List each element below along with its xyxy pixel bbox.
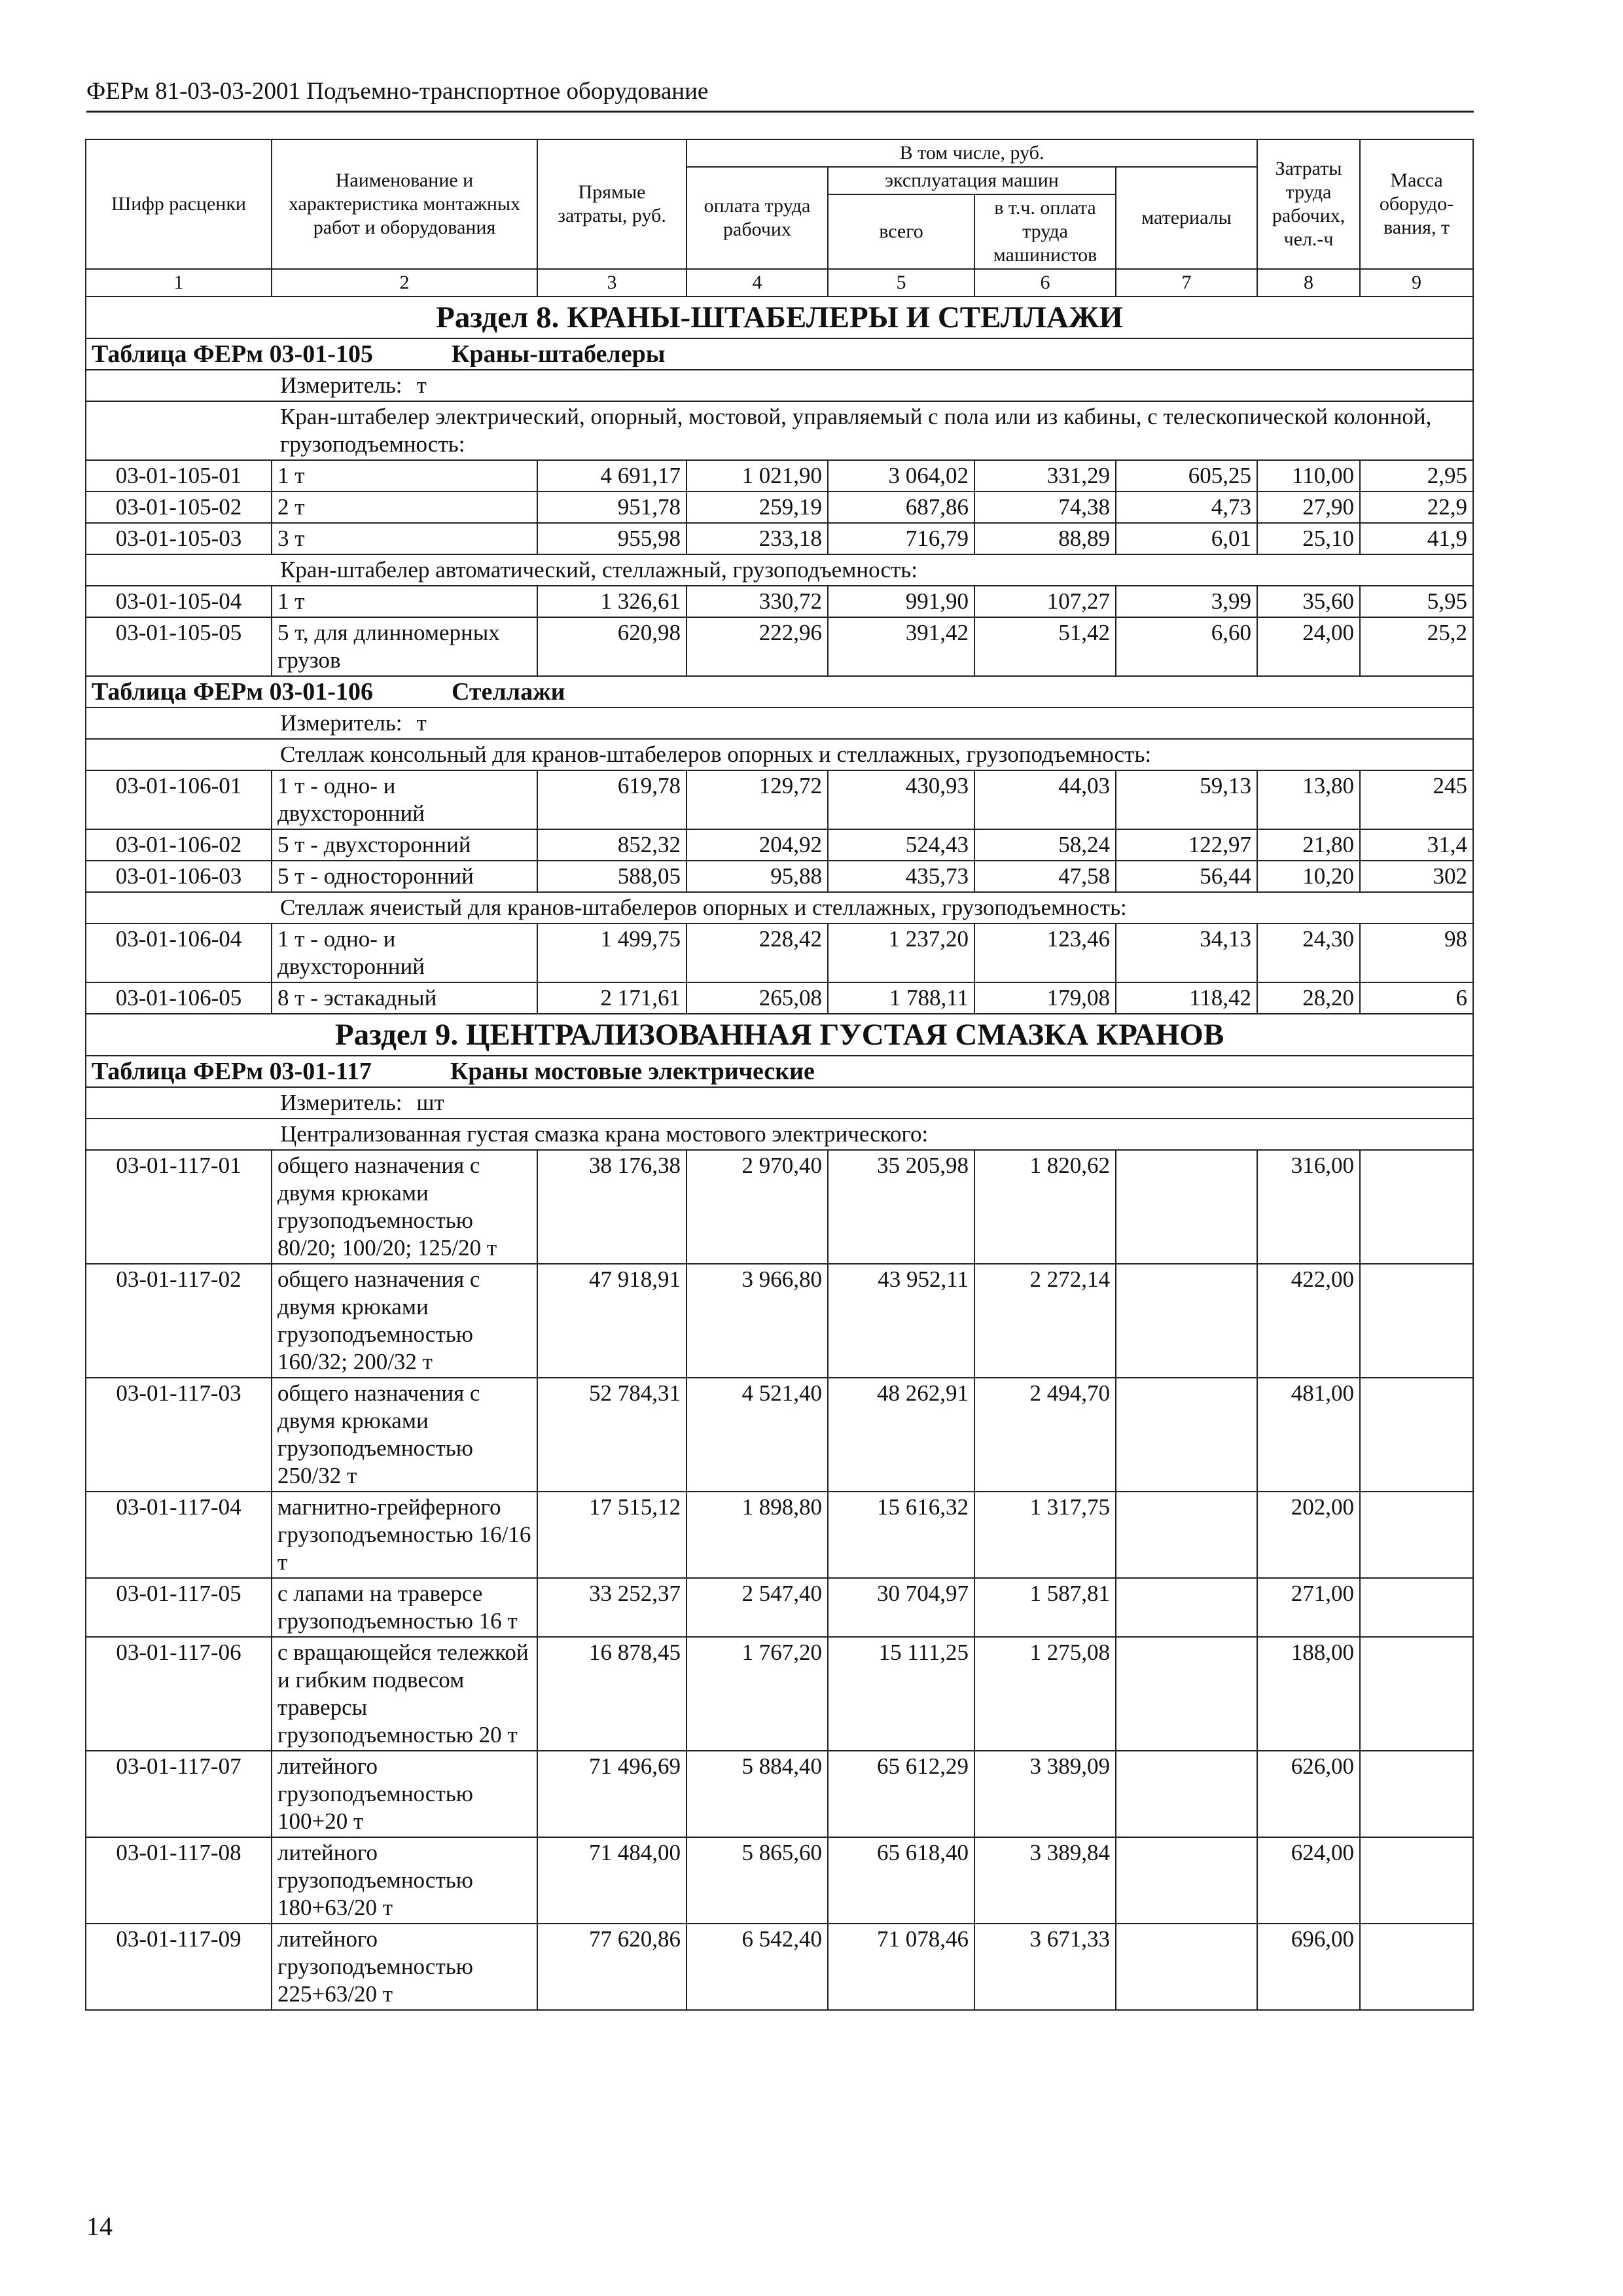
value-materials: 6,01 — [1116, 523, 1257, 554]
work-name: литейного грузоподъемностью 180+63/20 т — [272, 1837, 537, 1924]
work-name: 5 т - односторонний — [272, 861, 537, 892]
value-labor: 422,00 — [1257, 1264, 1360, 1378]
work-name: 8 т - эстакадный — [272, 982, 537, 1014]
table-row — [86, 617, 1473, 676]
value-machines: 65 612,29 — [828, 1751, 974, 1837]
table-heading — [86, 1056, 1473, 1087]
group-caption: Централизованная густая смазка крана мостового электрического: — [86, 1119, 1473, 1150]
value-mass — [1360, 1492, 1473, 1578]
value-machinists: 3 389,09 — [974, 1751, 1116, 1837]
value-materials — [1116, 1150, 1257, 1264]
rate-code: 03-01-105-02 — [86, 492, 272, 523]
col-header-materials: материалы — [1116, 167, 1257, 269]
value-wages: 5 865,60 — [687, 1837, 828, 1924]
rate-code: 03-01-105-04 — [86, 586, 272, 617]
col-number: 7 — [1116, 269, 1257, 296]
group-caption: Кран-штабелер автоматический, стеллажный, грузоподъемность: — [86, 554, 1473, 586]
work-name: 5 т - двухсторонний — [272, 829, 537, 861]
col-number: 2 — [272, 269, 537, 296]
table-title: Краны мостовые электрические — [450, 1058, 815, 1085]
group-caption: Стеллаж консольный для кранов-штабелеров опорных и стеллажных, грузоподъемность: — [86, 739, 1473, 770]
value-wages: 228,42 — [687, 924, 828, 982]
rate-code: 03-01-117-08 — [86, 1837, 272, 1924]
value-labor: 271,00 — [1257, 1578, 1360, 1637]
value-machines: 716,79 — [828, 523, 974, 554]
measure-label: Измеритель: — [280, 1090, 402, 1115]
value-materials — [1116, 1378, 1257, 1492]
value-labor: 10,20 — [1257, 861, 1360, 892]
value-mass — [1360, 1264, 1473, 1378]
value-labor: 25,10 — [1257, 523, 1360, 554]
value-direct: 619,78 — [537, 770, 687, 829]
table-title: Краны-штабелеры — [451, 340, 666, 368]
value-mass: 25,2 — [1360, 617, 1473, 676]
measure-label: Измеритель: — [280, 710, 402, 736]
table-row — [86, 1837, 1473, 1924]
work-name: 1 т - одно- и двухсторонний — [272, 924, 537, 982]
measure-unit: т — [416, 372, 427, 398]
table-row — [86, 1578, 1473, 1637]
value-wages: 3 966,80 — [687, 1264, 828, 1378]
value-machinists: 1 275,08 — [974, 1637, 1116, 1751]
value-mass: 22,9 — [1360, 492, 1473, 523]
value-machines: 524,43 — [828, 829, 974, 861]
value-labor: 316,00 — [1257, 1150, 1360, 1264]
group-caption: Стеллаж ячеистый для кранов-штабелеров опорных и стеллажных, грузоподъемность: — [86, 892, 1473, 924]
table-code: Таблица ФЕРм 03-01-105 — [92, 340, 373, 368]
table-row — [86, 460, 1473, 492]
value-machinists: 3 671,33 — [974, 1924, 1116, 2010]
value-wages: 5 884,40 — [687, 1751, 828, 1837]
value-machines: 1 237,20 — [828, 924, 974, 982]
page-number: 14 — [86, 2212, 113, 2241]
value-materials: 4,73 — [1116, 492, 1257, 523]
value-materials — [1116, 1492, 1257, 1578]
value-machines: 15 616,32 — [828, 1492, 974, 1578]
table-heading — [86, 338, 1473, 370]
value-labor: 188,00 — [1257, 1637, 1360, 1751]
value-labor: 35,60 — [1257, 586, 1360, 617]
value-mass: 302 — [1360, 861, 1473, 892]
work-name: литейного грузоподъемностью 100+20 т — [272, 1751, 537, 1837]
measure-label: Измеритель: — [280, 372, 402, 398]
value-mass: 6 — [1360, 982, 1473, 1014]
value-mass — [1360, 1637, 1473, 1751]
col-header-code: Шифр расценки — [86, 139, 272, 269]
col-header-mass: Масса оборудо-вания, т — [1360, 139, 1473, 269]
value-mass — [1360, 1924, 1473, 2010]
value-wages: 233,18 — [687, 523, 828, 554]
value-labor: 626,00 — [1257, 1751, 1360, 1837]
value-wages: 222,96 — [687, 617, 828, 676]
value-machines: 1 788,11 — [828, 982, 974, 1014]
value-direct: 33 252,37 — [537, 1578, 687, 1637]
value-machinists: 331,29 — [974, 460, 1116, 492]
value-direct: 52 784,31 — [537, 1378, 687, 1492]
value-direct: 620,98 — [537, 617, 687, 676]
value-wages: 265,08 — [687, 982, 828, 1014]
col-number: 6 — [974, 269, 1116, 296]
work-name: 3 т — [272, 523, 537, 554]
rate-code: 03-01-105-03 — [86, 523, 272, 554]
value-materials: 56,44 — [1116, 861, 1257, 892]
measure-row — [86, 708, 1473, 739]
table-code: Таблица ФЕРм 03-01-117 — [92, 1058, 372, 1085]
table-row — [86, 1378, 1473, 1492]
value-labor: 24,00 — [1257, 617, 1360, 676]
value-direct: 71 496,69 — [537, 1751, 687, 1837]
value-machinists: 3 389,84 — [974, 1837, 1116, 1924]
value-machinists: 58,24 — [974, 829, 1116, 861]
table-row — [86, 1751, 1473, 1837]
table-row — [86, 924, 1473, 982]
col-header-machines: эксплуатация машин — [828, 167, 1116, 194]
value-wages: 204,92 — [687, 829, 828, 861]
value-machines: 687,86 — [828, 492, 974, 523]
table-code: Таблица ФЕРм 03-01-106 — [92, 678, 373, 706]
value-materials: 605,25 — [1116, 460, 1257, 492]
work-name: 1 т — [272, 460, 537, 492]
value-mass: 245 — [1360, 770, 1473, 829]
value-labor: 28,20 — [1257, 982, 1360, 1014]
value-mass: 2,95 — [1360, 460, 1473, 492]
value-direct: 17 515,12 — [537, 1492, 687, 1578]
value-materials: 34,13 — [1116, 924, 1257, 982]
work-name: с лапами на траверсе грузоподъемностью 16 т — [272, 1578, 537, 1637]
rate-code: 03-01-106-04 — [86, 924, 272, 982]
value-wages: 2 547,40 — [687, 1578, 828, 1637]
value-mass — [1360, 1150, 1473, 1264]
value-direct: 955,98 — [537, 523, 687, 554]
value-labor: 21,80 — [1257, 829, 1360, 861]
value-labor: 481,00 — [1257, 1378, 1360, 1492]
table-row — [86, 1637, 1473, 1751]
value-machinists: 47,58 — [974, 861, 1116, 892]
value-labor: 202,00 — [1257, 1492, 1360, 1578]
value-direct: 77 620,86 — [537, 1924, 687, 2010]
value-materials — [1116, 1578, 1257, 1637]
rate-code: 03-01-117-03 — [86, 1378, 272, 1492]
value-mass — [1360, 1837, 1473, 1924]
value-labor: 27,90 — [1257, 492, 1360, 523]
value-direct: 71 484,00 — [537, 1837, 687, 1924]
col-header-labor: Затраты труда рабочих, чел.-ч — [1257, 139, 1360, 269]
work-name: 5 т, для длинномерных грузов — [272, 617, 537, 676]
table-row — [86, 861, 1473, 892]
value-direct: 1 326,61 — [537, 586, 687, 617]
value-mass: 5,95 — [1360, 586, 1473, 617]
value-machines: 15 111,25 — [828, 1637, 974, 1751]
value-machinists: 107,27 — [974, 586, 1116, 617]
rate-code: 03-01-105-05 — [86, 617, 272, 676]
value-materials: 59,13 — [1116, 770, 1257, 829]
value-machines: 3 064,02 — [828, 460, 974, 492]
value-wages: 1 021,90 — [687, 460, 828, 492]
section-title: Раздел 8. КРАНЫ-ШТАБЕЛЕРЫ И СТЕЛЛАЖИ — [86, 296, 1473, 338]
value-labor: 24,30 — [1257, 924, 1360, 982]
value-wages: 6 542,40 — [687, 1924, 828, 2010]
value-machinists: 2 494,70 — [974, 1378, 1116, 1492]
work-name: 2 т — [272, 492, 537, 523]
table-row — [86, 523, 1473, 554]
value-wages: 330,72 — [687, 586, 828, 617]
value-direct: 2 171,61 — [537, 982, 687, 1014]
work-name: с вращающейся тележкой и гибким подвесом траверсы грузоподъемностью 20 т — [272, 1637, 537, 1751]
value-machinists: 179,08 — [974, 982, 1116, 1014]
value-direct: 38 176,38 — [537, 1150, 687, 1264]
col-header-machinists-wages: в т.ч. оплата труда машинистов — [974, 194, 1116, 269]
col-number: 9 — [1360, 269, 1473, 296]
value-machinists: 51,42 — [974, 617, 1116, 676]
measure-row — [86, 370, 1473, 401]
value-labor: 696,00 — [1257, 1924, 1360, 2010]
value-machinists: 88,89 — [974, 523, 1116, 554]
value-direct: 588,05 — [537, 861, 687, 892]
work-name: общего назначения с двумя крюками грузоподъемностью 160/32; 200/32 т — [272, 1264, 537, 1378]
page-header: ФЕРм 81-03-03-2001 Подъемно-транспортное оборудование — [86, 77, 1474, 113]
col-number: 5 — [828, 269, 974, 296]
table-row — [86, 1150, 1473, 1264]
measure-row — [86, 1087, 1473, 1119]
group-caption: Кран-штабелер электрический, опорный, мостовой, управляемый с пола или из кабины, с телескопической колонной, грузоподъемность: — [86, 401, 1473, 460]
work-name: общего назначения с двумя крюками грузоподъемностью 250/32 т — [272, 1378, 537, 1492]
rate-code: 03-01-106-02 — [86, 829, 272, 861]
value-labor: 624,00 — [1257, 1837, 1360, 1924]
work-name: 1 т — [272, 586, 537, 617]
rate-code: 03-01-117-05 — [86, 1578, 272, 1637]
value-wages: 129,72 — [687, 770, 828, 829]
value-mass — [1360, 1578, 1473, 1637]
value-machinists: 1 820,62 — [974, 1150, 1116, 1264]
col-number: 1 — [86, 269, 272, 296]
table-row — [86, 982, 1473, 1014]
rate-code: 03-01-117-02 — [86, 1264, 272, 1378]
value-wages: 95,88 — [687, 861, 828, 892]
value-direct: 16 878,45 — [537, 1637, 687, 1751]
value-wages: 1 767,20 — [687, 1637, 828, 1751]
table-row — [86, 1264, 1473, 1378]
value-materials: 122,97 — [1116, 829, 1257, 861]
value-mass: 31,4 — [1360, 829, 1473, 861]
value-machines: 43 952,11 — [828, 1264, 974, 1378]
value-labor: 13,80 — [1257, 770, 1360, 829]
measure-unit: шт — [416, 1090, 444, 1115]
value-materials — [1116, 1637, 1257, 1751]
table-row — [86, 1492, 1473, 1578]
col-header-machines-total: всего — [828, 194, 974, 269]
col-header-name: Наименование и характеристика монтажных работ и оборудования — [272, 139, 537, 269]
rate-code: 03-01-117-06 — [86, 1637, 272, 1751]
value-machines: 991,90 — [828, 586, 974, 617]
col-number: 8 — [1257, 269, 1360, 296]
table-heading — [86, 676, 1473, 708]
work-name: общего назначения с двумя крюками грузоподъемностью 80/20; 100/20; 125/20 т — [272, 1150, 537, 1264]
table-row — [86, 829, 1473, 861]
col-number: 3 — [537, 269, 687, 296]
value-machines: 35 205,98 — [828, 1150, 974, 1264]
value-materials: 118,42 — [1116, 982, 1257, 1014]
value-machinists: 74,38 — [974, 492, 1116, 523]
value-wages: 259,19 — [687, 492, 828, 523]
rate-code: 03-01-117-04 — [86, 1492, 272, 1578]
work-name: литейного грузоподъемностью 225+63/20 т — [272, 1924, 537, 2010]
rates-table — [85, 139, 1474, 2011]
value-wages: 4 521,40 — [687, 1378, 828, 1492]
value-materials: 3,99 — [1116, 586, 1257, 617]
value-machinists: 44,03 — [974, 770, 1116, 829]
rate-code: 03-01-117-07 — [86, 1751, 272, 1837]
value-direct: 951,78 — [537, 492, 687, 523]
value-machinists: 1 587,81 — [974, 1578, 1116, 1637]
value-machines: 391,42 — [828, 617, 974, 676]
work-name: магнитно-грейферного грузоподъемностью 16/16 т — [272, 1492, 537, 1578]
value-machinists: 1 317,75 — [974, 1492, 1116, 1578]
table-title: Стеллажи — [451, 678, 565, 706]
value-mass: 98 — [1360, 924, 1473, 982]
table-row — [86, 492, 1473, 523]
value-machinists: 123,46 — [974, 924, 1116, 982]
rate-code: 03-01-106-01 — [86, 770, 272, 829]
rate-code: 03-01-105-01 — [86, 460, 272, 492]
value-direct: 47 918,91 — [537, 1264, 687, 1378]
col-number: 4 — [687, 269, 828, 296]
value-wages: 1 898,80 — [687, 1492, 828, 1578]
value-direct: 852,32 — [537, 829, 687, 861]
value-machines: 71 078,46 — [828, 1924, 974, 2010]
measure-unit: т — [416, 710, 427, 736]
value-labor: 110,00 — [1257, 460, 1360, 492]
value-materials — [1116, 1264, 1257, 1378]
section-title: Раздел 9. ЦЕНТРАЛИЗОВАННАЯ ГУСТАЯ СМАЗКА КРАНОВ — [86, 1014, 1473, 1056]
value-machinists: 2 272,14 — [974, 1264, 1116, 1378]
col-header-direct: Прямые затраты, руб. — [537, 139, 687, 269]
table-row — [86, 586, 1473, 617]
value-machines: 48 262,91 — [828, 1378, 974, 1492]
value-materials: 6,60 — [1116, 617, 1257, 676]
rate-code: 03-01-117-01 — [86, 1150, 272, 1264]
value-mass — [1360, 1378, 1473, 1492]
rate-code: 03-01-106-05 — [86, 982, 272, 1014]
value-wages: 2 970,40 — [687, 1150, 828, 1264]
value-direct: 4 691,17 — [537, 460, 687, 492]
value-machines: 435,73 — [828, 861, 974, 892]
value-machines: 430,93 — [828, 770, 974, 829]
value-materials — [1116, 1924, 1257, 2010]
value-mass: 41,9 — [1360, 523, 1473, 554]
rate-code: 03-01-117-09 — [86, 1924, 272, 2010]
col-header-including: В том числе, руб. — [687, 139, 1257, 167]
table-row — [86, 1924, 1473, 2010]
value-materials — [1116, 1751, 1257, 1837]
work-name: 1 т - одно- и двухсторонний — [272, 770, 537, 829]
value-mass — [1360, 1751, 1473, 1837]
value-machines: 30 704,97 — [828, 1578, 974, 1637]
table-row — [86, 770, 1473, 829]
rate-code: 03-01-106-03 — [86, 861, 272, 892]
value-materials — [1116, 1837, 1257, 1924]
col-header-wages: оплата труда рабочих — [687, 167, 828, 269]
value-machines: 65 618,40 — [828, 1837, 974, 1924]
value-direct: 1 499,75 — [537, 924, 687, 982]
